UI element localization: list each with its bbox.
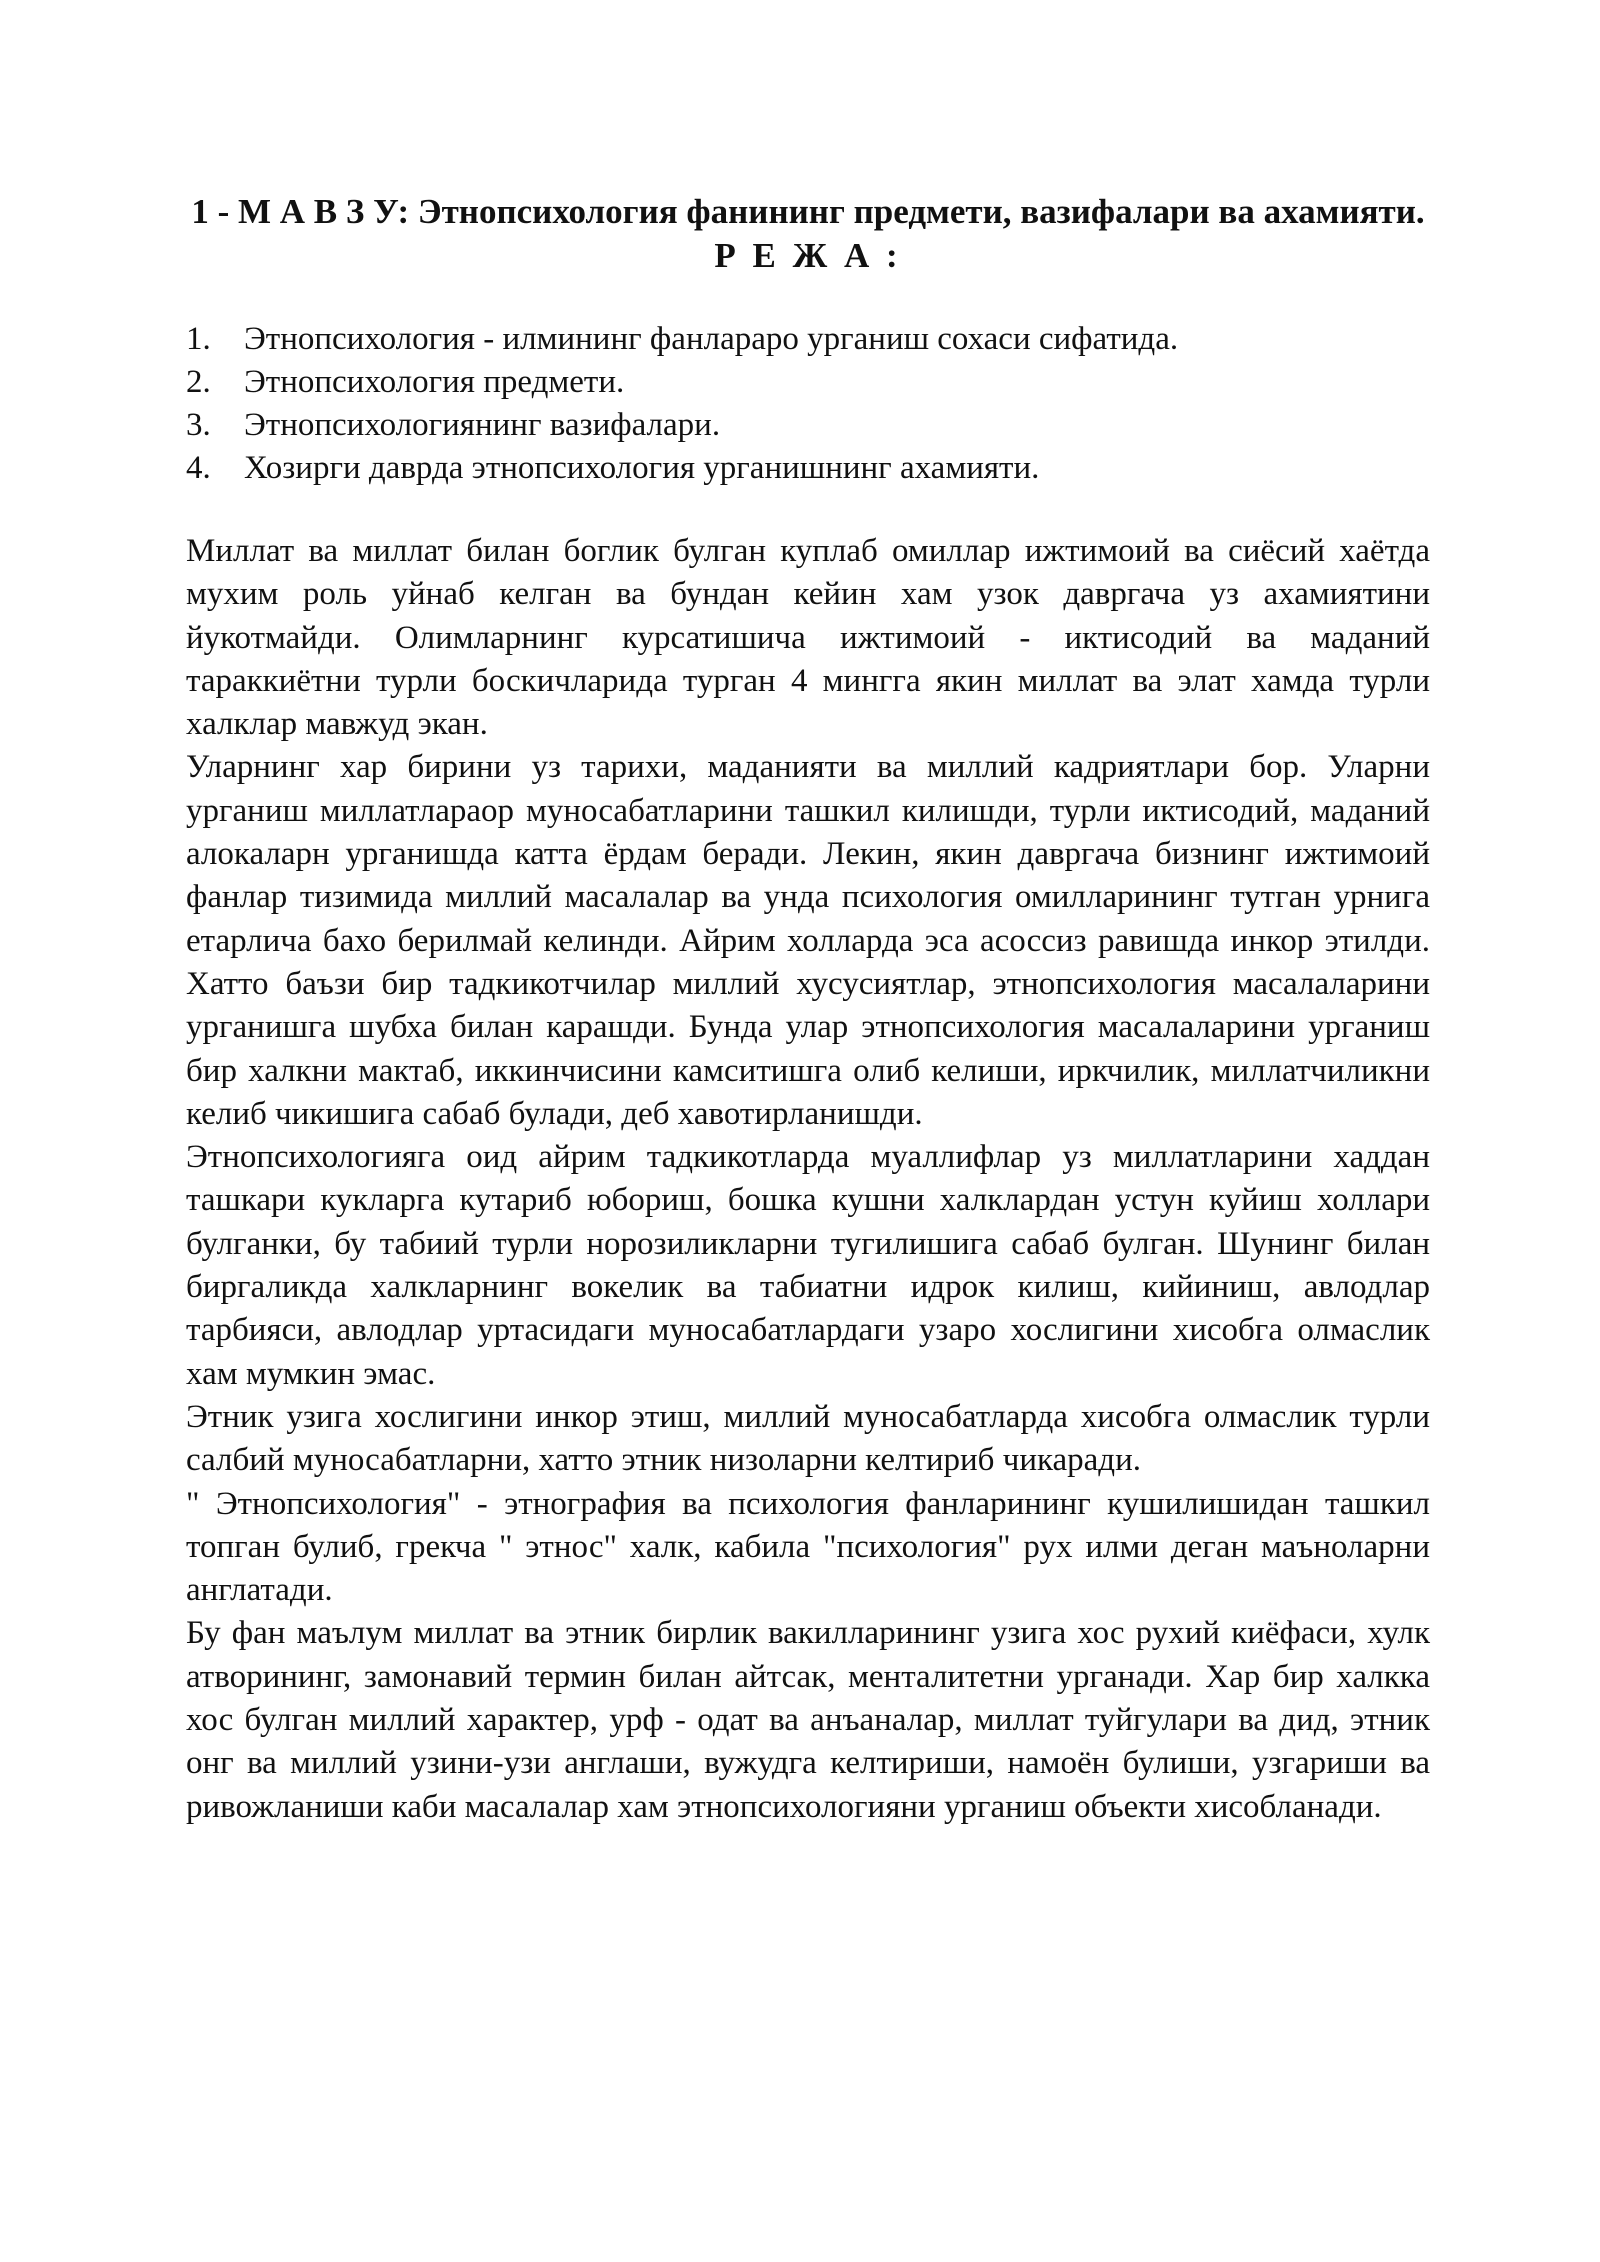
- plan-item: [186, 447, 1430, 490]
- plan-item-number: 3.: [186, 407, 211, 443]
- body-paragraph: Этник узига хослигини инкор этиш, миллий муносабатларда хисобга олмаслик турли салбий муносабатларни, хатто этник низоларни келтириб чикаради.: [186, 1398, 1430, 1479]
- plan-item: [186, 404, 1430, 447]
- body-paragraph: Этнопсихологияга оид айрим тадкикотларда муаллифлар уз миллатларини хаддан ташкари кукларга кутариб юбориш, бошка кушни халклардан устун куйиш холлари булганки, бу табиий турли норозиликларни тугилишига сабаб булган. Шунинг билан биргаликда халкларнинг вокелик ва табиатни идрок килиш, кийиниш, авлодлар тарбияси, авлодлар уртасидаги муносабатлардаги узаро хослигини хисобга олмаслик хам мумкин эмас.: [186, 1139, 1430, 1392]
- body-paragraph: Уларнинг хар бирини уз тарихи, маданияти ва миллий кадриятлари бор. Уларни урганиш миллатлараор муносабатларини ташкил килишди, турли иктисодий, маданий алокаларн урганишда катта ёрдам беради. Лекин, якин давргача бизнинг ижтимоий фанлар тизимида миллий масалалар ва унда психология омилларининг тутган урнига етарлича бахо берилмай келинди. Айрим холларда эса асоссиз равишда инкор этилди. Хатто баъзи бир тадкикотчилар миллий хусусиятлар, этнопсихология масалаларини урганишга шубха билан карашди. Бунда улар этнопсихология масалаларини урганиш бир халкни мактаб, иккинчисини камситишга олиб келиши, иркчилик, миллатчиликни келиб чикишига сабаб булади, деб хавотирланишди.: [186, 749, 1430, 1132]
- plan-item-text: Этнопсихология - илмининг фанлараро урганиш сохаси сифатида.: [244, 321, 1179, 357]
- plan-heading: Р Е Ж А :: [714, 236, 902, 275]
- plan-item-text: Этнопсихология предмети.: [244, 364, 625, 400]
- page-title: 1 - М А В З У: Этнопсихология фанининг предмети, вазифалари ва ахамияти.: [191, 192, 1425, 231]
- body-paragraph: " Этнопсихология" - этнография ва психология фанларининг кушилишидан ташкил топган булиб, грекча " этнос" халк, кабила "психология" рух илми деган маъноларни англатади.: [186, 1485, 1430, 1609]
- plan-item-number: 2.: [186, 364, 211, 400]
- plan-item: [186, 318, 1430, 361]
- plan-item-text: Хозирги даврда этнопсихология урганишнинг ахамияти.: [244, 450, 1040, 486]
- document-page: [186, 190, 1430, 1829]
- body-paragraph: Бу фан маълум миллат ва этник бирлик вакилларининг узига хос рухий киёфаси, хулк атворининг, замонавий термин билан айтсак, менталитетни урганади. Хар бир халкка хос булган миллий характер, урф - одат ва анъаналар, миллат туйгулари ва дид, этник онг ва миллий узини-узи англаши, вужудга келтириши, намоён булиши, узгариши ва ривожланиши каби масалалар хам этнопсихологияни урганиш объекти хисобланади.: [186, 1615, 1430, 1825]
- plan-item-text: Этнопсихологиянинг вазифалари.: [244, 407, 721, 443]
- body-paragraph: Миллат ва миллат билан боглик булган куплаб омиллар ижтимоий ва сиёсий хаётда мухим роль уйнаб келган ва бундан кейин хам узок давргача уз ахамиятини йукотмайди. Олимларнинг курсатишича ижтимоий - иктисодий ва маданий тараккиётни турли боскичларида турган 4 мингга якин миллат ва элат хамда турли халклар мавжуд экан.: [186, 533, 1430, 743]
- plan-list: [186, 318, 1430, 490]
- plan-item: [186, 361, 1430, 404]
- plan-item-number: 1.: [186, 321, 211, 357]
- plan-item-number: 4.: [186, 450, 211, 486]
